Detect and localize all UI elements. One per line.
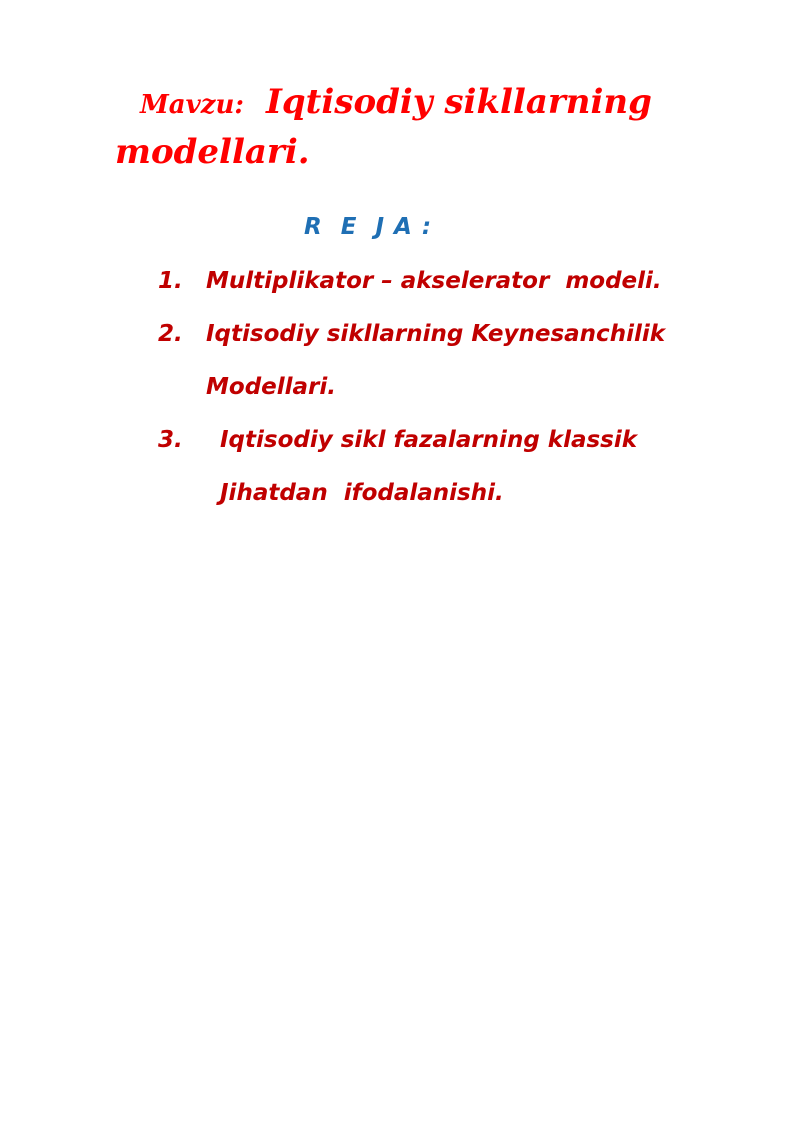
plan-item-text-continuation: Modellari.	[206, 374, 337, 400]
topic-title-text: Iqtisodiy sikllarning	[266, 82, 652, 122]
plan-item-text-continuation: Jihatdan ifodalanishi.	[220, 480, 504, 506]
document-title-line-2: modellari.	[115, 132, 310, 172]
plan-item-number: 1.	[158, 268, 183, 294]
plan-item-text: Iqtisodiy sikl fazalarning klassik	[220, 427, 638, 453]
plan-item-text: Multiplikator – akselerator modeli.	[206, 268, 662, 294]
topic-label: Mavzu:	[140, 90, 244, 120]
plan-item-text: Iqtisodiy sikllarning Keynesanchilik	[206, 321, 666, 347]
plan-item-number: 3.	[158, 427, 183, 453]
document-title-line-1	[140, 82, 652, 122]
plan-item-number: 2.	[158, 321, 183, 347]
plan-heading: R E J A :	[304, 214, 433, 240]
